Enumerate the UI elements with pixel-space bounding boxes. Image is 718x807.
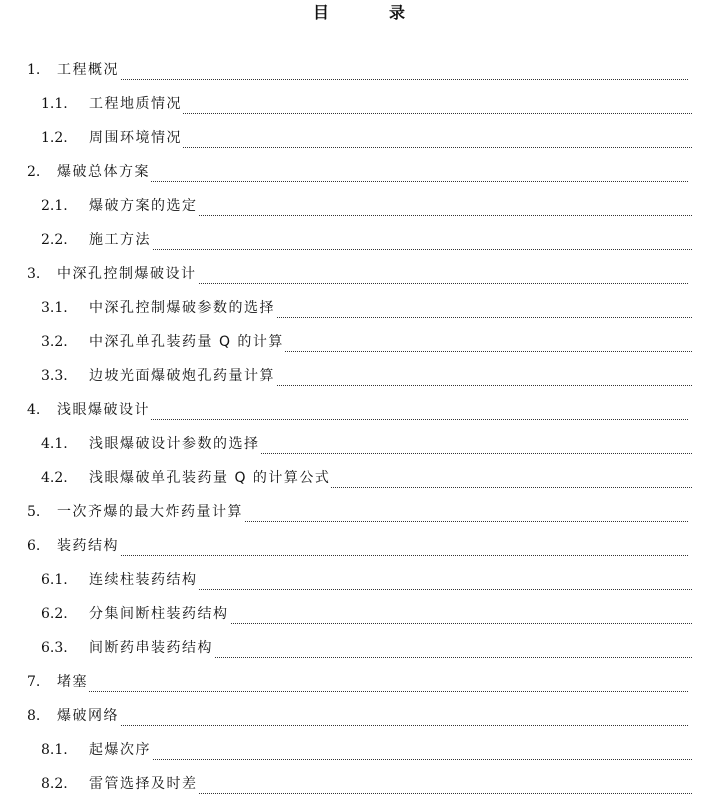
toc-entry-number: 4.2. <box>41 470 68 486</box>
toc-dot-leader <box>57 171 688 182</box>
toc-entry-number: 4. <box>27 402 41 418</box>
toc-entry[interactable] <box>0 566 718 600</box>
toc-entry-label: 爆破方案的选定 <box>89 198 198 214</box>
toc-entry-label: 浅眼爆破设计参数的选择 <box>89 436 260 452</box>
toc-entry-number: 3.1. <box>41 300 68 316</box>
toc-entry[interactable] <box>0 294 718 328</box>
toc-entry[interactable] <box>0 56 718 90</box>
toc-entry-number: 8. <box>27 708 41 724</box>
toc-entry[interactable] <box>0 600 718 634</box>
toc-entry-label: 爆破网络 <box>57 708 119 724</box>
toc-entry-number: 6.1. <box>41 572 68 588</box>
toc-entry[interactable] <box>0 158 718 192</box>
toc-list <box>0 56 718 804</box>
toc-entry[interactable] <box>0 90 718 124</box>
toc-entry[interactable] <box>0 430 718 464</box>
toc-entry-number: 6. <box>27 538 41 554</box>
toc-entry-number: 6.2. <box>41 606 68 622</box>
toc-entry-label: 中深孔单孔装药量 Q 的计算 <box>89 334 284 350</box>
toc-entry[interactable] <box>0 362 718 396</box>
toc-dot-leader <box>57 409 688 420</box>
toc-entry-number: 6.3. <box>41 640 68 656</box>
toc-entry[interactable] <box>0 770 718 804</box>
toc-entry-label: 中深孔控制爆破设计 <box>57 266 197 282</box>
toc-entry-number: 8.1. <box>41 742 68 758</box>
toc-entry[interactable] <box>0 702 718 736</box>
toc-entry-label: 雷管选择及时差 <box>89 776 198 792</box>
toc-entry-number: 3. <box>27 266 41 282</box>
toc-dot-leader <box>57 545 688 556</box>
toc-entry-label: 工程概况 <box>57 62 119 78</box>
toc-dot-leader <box>57 69 688 80</box>
toc-entry-label: 分集间断柱装药结构 <box>89 606 229 622</box>
toc-entry-label: 爆破总体方案 <box>57 164 150 180</box>
toc-dot-leader <box>89 239 692 250</box>
toc-entry-number: 4.1. <box>41 436 68 452</box>
toc-entry[interactable] <box>0 634 718 668</box>
toc-entry[interactable] <box>0 192 718 226</box>
toc-entry[interactable] <box>0 498 718 532</box>
toc-dot-leader <box>57 681 688 692</box>
page-title: 目 录 <box>312 3 427 22</box>
toc-entry-number: 3.3. <box>41 368 68 384</box>
toc-entry-label: 装药结构 <box>57 538 119 554</box>
toc-entry-number: 2. <box>27 164 41 180</box>
toc-entry-label: 堵塞 <box>57 674 88 690</box>
toc-entry[interactable] <box>0 226 718 260</box>
toc-entry-number: 2.2. <box>41 232 68 248</box>
toc-entry[interactable] <box>0 260 718 294</box>
toc-entry-number: 8.2. <box>41 776 68 792</box>
toc-entry-label: 间断药串装药结构 <box>89 640 213 656</box>
toc-entry-number: 7. <box>27 674 41 690</box>
toc-entry-label: 施工方法 <box>89 232 151 248</box>
toc-entry[interactable] <box>0 464 718 498</box>
toc-entry-label: 起爆次序 <box>89 742 151 758</box>
toc-dot-leader <box>89 749 692 760</box>
toc-entry-label: 工程地质情况 <box>89 96 182 112</box>
toc-entry-number: 1. <box>27 62 41 78</box>
toc-dot-leader <box>57 715 688 726</box>
toc-entry-label: 浅眼爆破单孔装药量 Q 的计算公式 <box>89 470 331 486</box>
toc-entry-label: 浅眼爆破设计 <box>57 402 150 418</box>
toc-entry-label: 一次齐爆的最大炸药量计算 <box>57 504 243 520</box>
toc-entry[interactable] <box>0 124 718 158</box>
toc-entry[interactable] <box>0 532 718 566</box>
toc-entry-number: 1.1. <box>41 96 68 112</box>
toc-entry-label: 中深孔控制爆破参数的选择 <box>89 300 275 316</box>
toc-entry-number: 3.2. <box>41 334 68 350</box>
toc-entry-number: 1.2. <box>41 130 68 146</box>
toc-entry-number: 2.1. <box>41 198 68 214</box>
toc-entry[interactable] <box>0 668 718 702</box>
toc-entry[interactable] <box>0 396 718 430</box>
toc-entry-label: 周围环境情况 <box>89 130 182 146</box>
toc-entry-label: 连续柱装药结构 <box>89 572 198 588</box>
toc-entry-label: 边坡光面爆破炮孔药量计算 <box>89 368 275 384</box>
toc-entry-number: 5. <box>27 504 41 520</box>
toc-entry[interactable] <box>0 736 718 770</box>
toc-entry[interactable] <box>0 328 718 362</box>
